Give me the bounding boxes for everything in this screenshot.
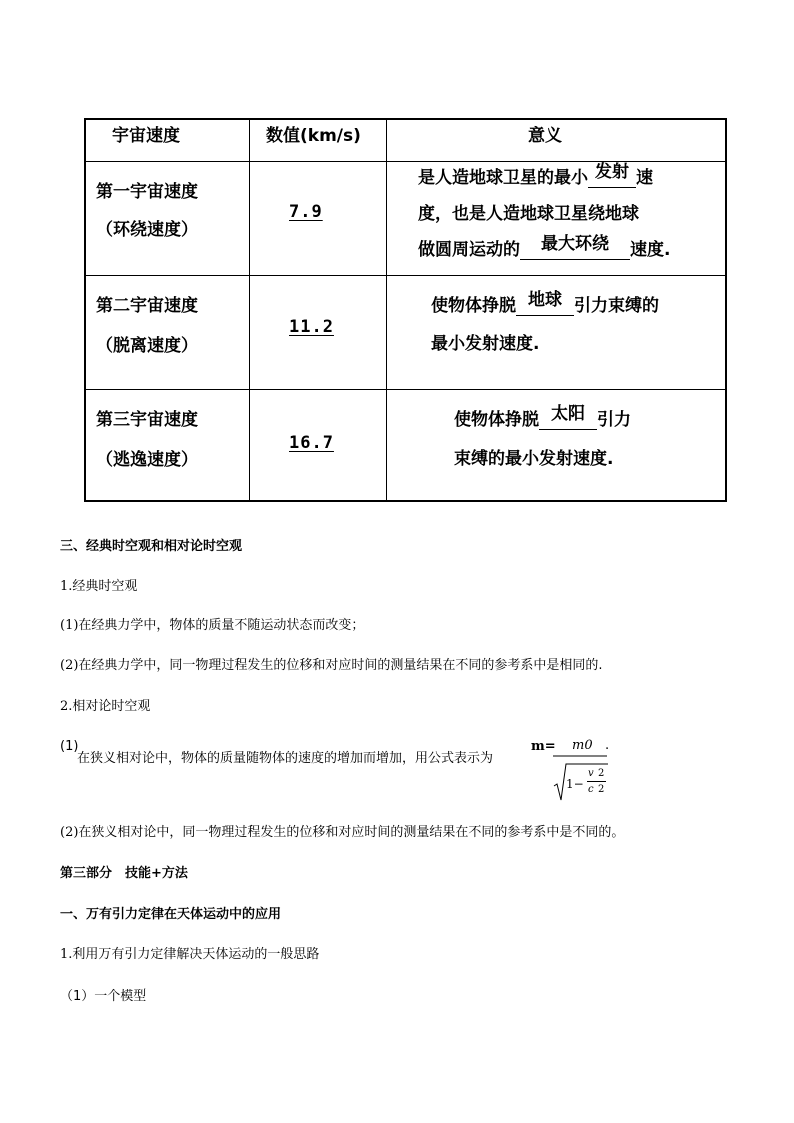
formula-v: v xyxy=(588,768,594,779)
row3-value: 16.7 xyxy=(289,433,334,453)
part3-item1-1: （1）一个模型 xyxy=(60,989,147,1004)
header-meaning: 意义 xyxy=(528,126,562,146)
section3-item2-2: (2)在狭义相对论中，同一物理过程发生的位移和对应时间的测量结果在不同的参考系中是不同的。 xyxy=(60,825,625,840)
section3-item2-1-text: 在狭义相对论中，物体的质量随物体的速度的增加而增加，用公式表示为 xyxy=(77,751,494,766)
row1-meaning-line2: 度，也是人造地球卫星绕地球 xyxy=(418,204,639,224)
row3-meaning-line1: 使物体挣脱 太阳 引力 xyxy=(454,404,631,430)
row-divider xyxy=(86,275,725,276)
row2-blank-earth: 地球 xyxy=(516,298,574,316)
formula-one-minus: 1− xyxy=(566,777,584,791)
part3-item1: 1.利用万有引力定律解决天体运动的一般思路 xyxy=(60,947,320,962)
row3-name: 第三宇宙速度 xyxy=(96,410,198,430)
section3-item2-1-number: (1) xyxy=(60,739,79,754)
row-divider xyxy=(86,389,725,390)
header-speed-type: 宇宙速度 xyxy=(112,126,180,146)
section3-title: 三、经典时空观和相对论时空观 xyxy=(60,539,243,554)
section3-item2: 2.相对论时空观 xyxy=(60,699,151,714)
formula-c: c xyxy=(588,784,594,795)
section3-item1-1: (1)在经典力学中，物体的质量不随运动状态而改变； xyxy=(60,618,365,633)
row1-name: 第一宇宙速度 xyxy=(96,182,198,202)
column-divider xyxy=(249,120,250,500)
part3-subtitle: 一、万有引力定律在天体运动中的应用 xyxy=(60,907,282,922)
row2-meaning-line1: 使物体挣脱 地球 引力束缚的 xyxy=(431,290,659,316)
row1-value: 7.9 xyxy=(289,202,323,222)
row2-meaning-line2: 最小发射速度. xyxy=(431,334,540,354)
section3-item1: 1.经典时空观 xyxy=(60,579,138,594)
row3-meaning-line2: 束缚的最小发射速度. xyxy=(454,449,614,469)
formula-numerator: m0 xyxy=(572,738,593,753)
formula-lhs: m= xyxy=(531,739,556,754)
row3-alias: （逃逸速度） xyxy=(96,450,198,470)
row2-value: 11.2 xyxy=(289,317,334,337)
section3-item1-2: (2)在经典力学中，同一物理过程发生的位移和对应时间的测量结果在不同的参考系中是相同的. xyxy=(60,658,603,673)
row1-blank-launch: 发射 xyxy=(588,170,636,188)
formula-period: . xyxy=(605,738,610,753)
row3-blank-sun: 太阳 xyxy=(539,412,597,430)
row2-alias: （脱离速度） xyxy=(96,336,198,356)
header-value: 数值(km/s) xyxy=(266,126,361,146)
formula-c-exp: 2 xyxy=(598,784,605,795)
row1-meaning-line1: 是人造地球卫星的最小 发射 速 xyxy=(418,162,653,188)
row1-meaning-line3: 做圆周运动的 最大环绕 速度. xyxy=(418,234,671,260)
row1-blank-max: 最大环绕 xyxy=(520,242,630,260)
column-divider xyxy=(386,120,387,500)
formula-fraction-bar xyxy=(587,781,606,782)
formula-v-exp: 2 xyxy=(598,768,605,779)
row1-alias: （环绕速度） xyxy=(96,220,198,240)
part3-title: 第三部分 技能+方法 xyxy=(60,866,188,881)
row-divider xyxy=(86,161,725,162)
row2-name: 第二宇宙速度 xyxy=(96,296,198,316)
cosmic-velocity-table xyxy=(84,118,727,502)
